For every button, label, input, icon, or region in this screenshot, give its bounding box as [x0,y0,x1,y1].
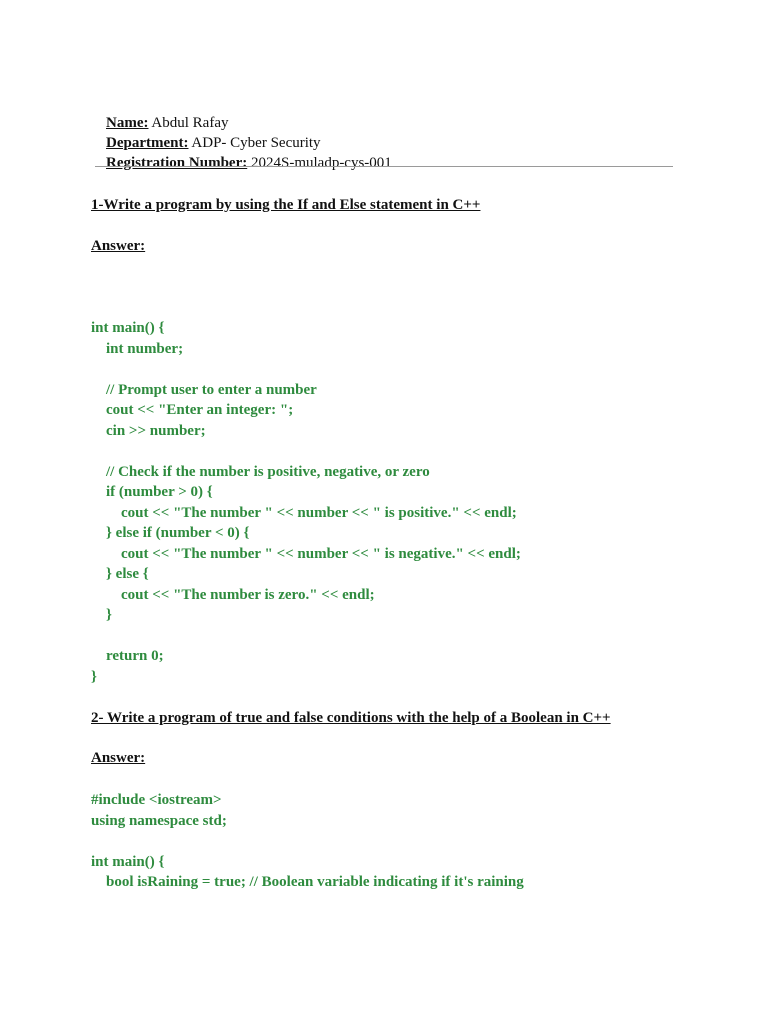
code-line [91,359,521,380]
code-line: cin >> number; [91,422,206,439]
code-line [91,626,521,647]
code-line: int main() { [91,853,165,870]
question-1-heading: 1-Write a program by using the If and Else statement in C++ [91,197,481,213]
code-line: } else { [91,566,149,582]
code-line: if (number > 0) { [91,484,213,500]
code-line: // Prompt user to enter a number [91,381,317,398]
question-1-answer-label: Answer: [91,238,146,254]
code-line: bool isRaining = true; // Boolean variable indicating if it's raining [91,874,524,890]
code-line: #include <iostream> [91,792,222,808]
code-line: } [91,668,97,685]
registration-value: 2024S-muladp-cys-001 [247,155,392,171]
name-label: Name: [106,115,149,131]
code-line: cout << "The number is zero." << endl; [91,586,375,603]
code-line: using namespace std; [91,812,227,829]
code-line [91,441,521,462]
department-value: ADP- Cyber Security [188,135,321,151]
question-2-code-block [91,790,524,893]
code-line: int main() { [91,320,165,336]
name-value: Abdul Rafay [148,115,229,131]
code-line: } else if (number < 0) { [91,525,250,541]
department-label: Department: [106,135,189,151]
registration-line [91,133,392,193]
horizontal-divider [95,166,673,167]
code-line [91,831,524,852]
question-2-answer-label: Answer: [91,750,146,766]
code-line: cout << "Enter an integer: "; [91,402,294,418]
code-line: int number; [91,340,184,357]
question-1-code-block [91,318,521,687]
registration-label: Registration Number: [106,155,248,171]
code-line: cout << "The number " << number << " is positive." << endl; [91,504,517,521]
code-line: cout << "The number " << number << " is negative." << endl; [91,545,521,562]
code-line: } [91,607,112,623]
code-line: return 0; [91,648,164,664]
question-2-heading: 2- Write a program of true and false conditions with the help of a Boolean in C++ [91,710,611,726]
code-line: // Check if the number is positive, negative, or zero [91,463,430,480]
